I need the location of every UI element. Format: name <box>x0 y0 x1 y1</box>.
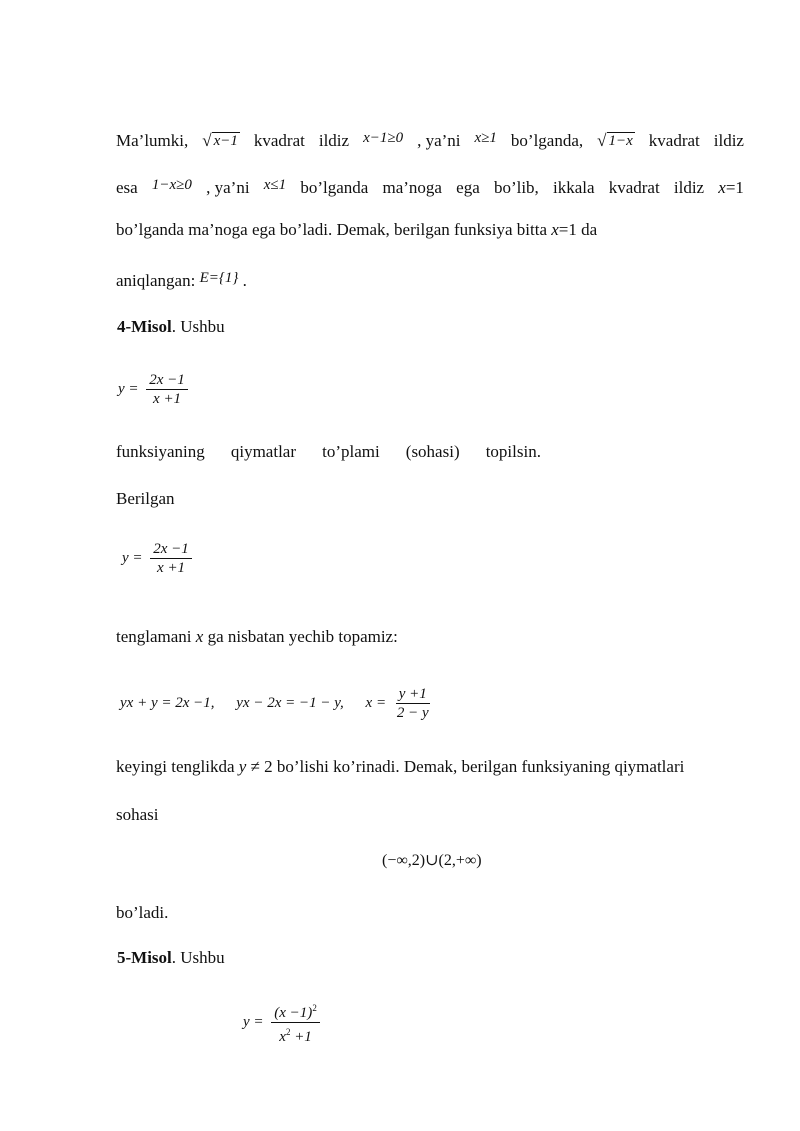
paragraph-line-7 <box>116 626 744 648</box>
example-label: 4-Misol <box>117 317 172 336</box>
text-word: bo’lganda, <box>510 131 584 150</box>
text-var: x <box>195 627 204 646</box>
fraction <box>146 372 188 407</box>
text-run: =1 da <box>558 220 598 239</box>
text-word: funksiyaning <box>116 442 205 461</box>
paragraph-line-2 <box>116 177 744 200</box>
text-var: x <box>551 220 559 239</box>
denominator: x +1 <box>157 560 186 576</box>
text-word: kvadrat <box>608 178 660 197</box>
equation-lhs: y = <box>122 549 143 566</box>
text-word: , ya’ni <box>206 178 250 197</box>
text-run: aniqlangan: <box>116 271 200 290</box>
text-word: bo’lganda <box>300 178 369 197</box>
fraction <box>271 1000 320 1045</box>
text-word: Ma’lumki, <box>116 131 189 150</box>
paragraph-line-9 <box>116 804 744 826</box>
text-word: qiymatlar <box>230 442 297 461</box>
text-run: . <box>238 271 247 290</box>
paragraph-line-4 <box>116 270 744 293</box>
fraction <box>150 541 192 576</box>
numerator: 2x −1 <box>150 541 192 559</box>
text-word: esa <box>116 178 138 197</box>
text-run: . Ushbu <box>171 317 225 336</box>
example-5-heading <box>117 947 745 969</box>
text-word: ikkala <box>552 178 595 197</box>
paragraph-line-3 <box>116 219 744 241</box>
numerator: y +1 <box>396 686 430 704</box>
sqrt-1-minus-x: √ 1−x <box>597 131 633 150</box>
equation-2 <box>122 541 192 576</box>
text-word: ildiz <box>318 131 350 150</box>
equation-3 <box>120 686 432 721</box>
text-word: ma’noga <box>382 178 442 197</box>
equation-5 <box>243 1000 320 1045</box>
inline-formula: x≥1 <box>474 130 497 146</box>
paragraph-line-5 <box>116 441 541 463</box>
text-word: , ya’ni <box>417 131 461 150</box>
paragraph-line-10 <box>116 902 744 924</box>
numerator: $(x -1)^2$ <box>271 1000 320 1023</box>
equation-lhs: x = <box>365 694 387 711</box>
text-var: y <box>238 757 247 776</box>
equation-part: yx − 2x = −1 − y, <box>236 694 344 711</box>
denominator: $x^2 +1$ <box>279 1027 312 1045</box>
denominator: 2 − y <box>396 705 429 721</box>
text-word: ildiz <box>673 178 705 197</box>
inline-formula: x≤1 <box>263 177 287 193</box>
denominator: x +1 <box>153 391 182 407</box>
equation-lhs: y = <box>243 1013 264 1030</box>
interval-formula: (−∞,2)∪(2,+∞) <box>382 852 482 869</box>
inline-formula: 1−x≥0 <box>151 177 192 193</box>
equation-1 <box>118 372 188 407</box>
example-label: 5-Misol <box>117 948 172 967</box>
equation-4 <box>382 853 482 869</box>
inline-formula: E={1} <box>199 270 239 286</box>
fraction <box>394 686 432 721</box>
sqrt-x-minus-1: √ x−1 <box>202 131 238 150</box>
equation-part: yx + y = 2x −1, <box>120 694 215 711</box>
text-run: keyingi tenglikda <box>116 757 239 776</box>
text-word: bo’lib, <box>493 178 539 197</box>
text-word: kvadrat <box>648 131 700 150</box>
equation-lhs: y = <box>118 380 139 397</box>
paragraph-line-6 <box>116 488 744 510</box>
example-4-heading <box>117 316 745 338</box>
text-run: Berilgan <box>116 489 175 508</box>
text-word: (sohasi) <box>405 442 460 461</box>
text-word: to’plami <box>322 442 380 461</box>
text-x-equals-1: x=1 <box>718 178 744 197</box>
text-run: . Ushbu <box>171 948 225 967</box>
text-run: ≠ 2 bo’lishi ko’rinadi. Demak, berilgan funksiyaning qiymatlari <box>246 757 685 776</box>
text-word: ega <box>456 178 480 197</box>
inline-formula: x−1≥0 <box>363 130 404 146</box>
text-word: topilsin. <box>485 442 541 461</box>
paragraph-line-8 <box>116 756 744 778</box>
text-word: ildiz <box>713 131 744 150</box>
text-word: kvadrat <box>253 131 305 150</box>
text-run: ga nisbatan yechib topamiz: <box>203 627 398 646</box>
text-run: bo’lganda ma’noga ega bo’ladi. Demak, berilgan funksiya bitta <box>116 220 552 239</box>
text-run: tenglamani <box>116 627 196 646</box>
text-run: sohasi <box>116 805 159 824</box>
text-run: bo’ladi. <box>116 903 169 922</box>
paragraph-line-1 <box>116 130 744 153</box>
numerator: 2x −1 <box>146 372 188 390</box>
